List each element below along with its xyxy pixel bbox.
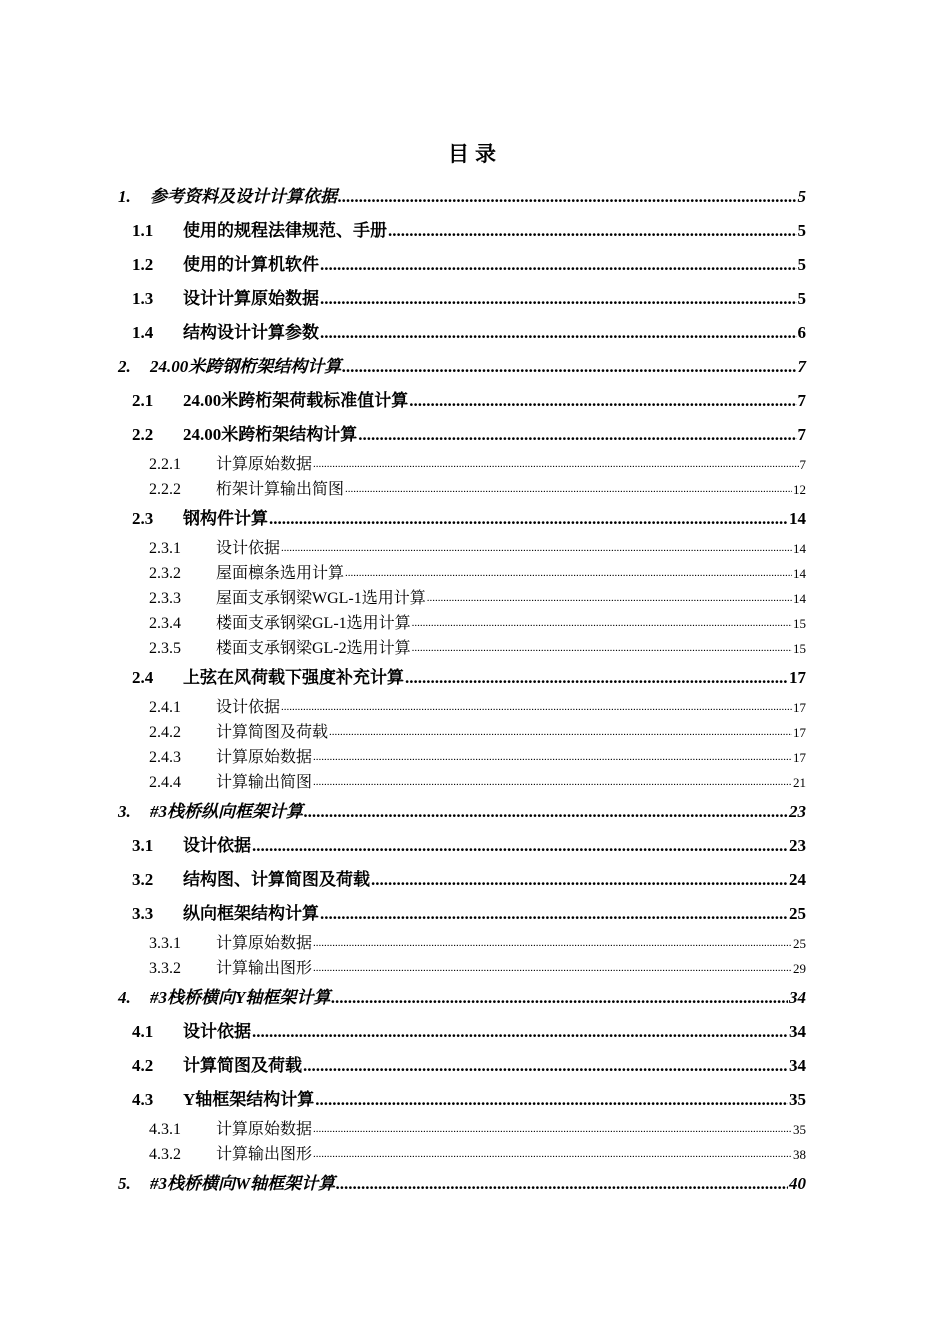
toc-entry-title: 设计依据 (183, 1022, 251, 1041)
toc-entry-title: 计算简图及荷载 (183, 1056, 302, 1075)
toc-entry-page: 38 (793, 1147, 806, 1162)
toc-entry-page: 7 (797, 391, 806, 410)
toc-entry-number: 2.3.2 (149, 565, 181, 582)
toc-entry-title: 使用的规程法律规范、手册 (183, 221, 387, 240)
toc-entry-number: 3.3 (132, 904, 154, 923)
toc-entry-title: 楼面支承钢梁GL-1选用计算 (216, 615, 411, 632)
toc-entry-title: 楼面支承钢梁GL-2选用计算 (216, 640, 411, 657)
toc-dot-leader (313, 956, 792, 981)
toc-entry-number: 3.3.2 (149, 960, 181, 977)
toc-dot-leader (313, 1142, 792, 1167)
toc-entry-level-3[interactable] (118, 745, 806, 770)
toc-entry-level-3[interactable] (118, 536, 806, 561)
toc-entry-number: 1.2 (132, 255, 154, 274)
toc-entry-number: 3.3.1 (149, 935, 181, 952)
toc-entry-number: 3.2 (132, 870, 154, 889)
toc-dot-leader (320, 316, 797, 350)
toc-entry-level-1[interactable] (118, 795, 806, 829)
toc-entry-title: 设计计算原始数据 (183, 289, 319, 308)
toc-entry-level-1[interactable] (118, 1167, 806, 1201)
toc-dot-leader (281, 695, 792, 720)
toc-dot-leader (336, 1167, 788, 1201)
toc-entry-title: 使用的计算机软件 (183, 255, 319, 274)
toc-entry-level-2[interactable] (118, 1015, 806, 1049)
toc-entry-title: 24.00米跨桁架结构计算 (183, 425, 358, 444)
toc-entry-number: 2.3.4 (149, 615, 181, 632)
toc-entry-title: Y轴框架结构计算 (183, 1090, 315, 1109)
toc-entry-level-2[interactable] (118, 418, 806, 452)
toc-entry-title: 设计依据 (183, 836, 251, 855)
toc-entry-level-2[interactable] (118, 502, 806, 536)
toc-entry-title: 计算原始数据 (216, 456, 313, 473)
toc-dot-leader (338, 180, 797, 214)
toc-entry-number: 2.4.4 (149, 774, 181, 791)
toc-entry-title: 桁架计算输出简图 (216, 481, 345, 498)
toc-entry-number: 2.3.5 (149, 640, 181, 657)
toc-dot-leader (320, 282, 797, 316)
toc-entry-title: 计算输出简图 (216, 774, 313, 791)
toc-entry-page: 40 (789, 1174, 806, 1193)
toc-entry-page: 34 (789, 988, 806, 1007)
toc-entry-level-2[interactable] (118, 316, 806, 350)
toc-dot-leader (412, 611, 792, 636)
toc-dot-leader (252, 1015, 788, 1049)
toc-dot-leader (345, 561, 792, 586)
toc-dot-leader (320, 248, 797, 282)
toc-entry-page: 35 (789, 1090, 806, 1109)
toc-entry-page: 25 (793, 936, 806, 951)
toc-dot-leader (331, 981, 788, 1015)
toc-entry-number: 4.1 (132, 1022, 154, 1041)
toc-entry-level-3[interactable] (118, 561, 806, 586)
toc-entry-page: 5 (797, 289, 806, 308)
toc-dot-leader (329, 720, 792, 745)
toc-entry-page: 7 (797, 425, 806, 444)
toc-entry-level-3[interactable] (118, 770, 806, 795)
toc-dot-leader (252, 829, 788, 863)
toc-entry-page: 29 (793, 961, 806, 976)
toc-entry-page: 14 (793, 591, 806, 606)
toc-entry-level-2[interactable] (118, 248, 806, 282)
toc-entry-page: 23 (789, 836, 806, 855)
toc-entry-page: 12 (793, 482, 806, 497)
toc-entry-level-2[interactable] (118, 214, 806, 248)
toc-entry-page: 17 (793, 700, 806, 715)
toc-entry-number: 5. (118, 1174, 131, 1193)
toc-entry-level-2[interactable] (118, 1049, 806, 1083)
toc-entry-page: 17 (793, 725, 806, 740)
toc-entry-title: #3栈桥纵向框架计算 (150, 802, 303, 821)
toc-dot-leader (313, 452, 798, 477)
toc-entry-page: 34 (789, 1022, 806, 1041)
toc-entry-number: 2.3 (132, 509, 154, 528)
toc-entry-page: 17 (789, 668, 806, 687)
toc-entry-title: 结构设计计算参数 (183, 323, 319, 342)
toc-entry-title: #3栈桥横向Y轴框架计算 (150, 988, 331, 1007)
toc-entry-title: 24.00米跨桁架荷载标准值计算 (183, 391, 409, 410)
toc-entry-title: 计算输出图形 (216, 1146, 313, 1163)
toc-dot-leader (269, 502, 788, 536)
toc-entry-title: 钢构件计算 (183, 509, 268, 528)
toc-entry-page: 15 (793, 641, 806, 656)
toc-entry-level-3[interactable] (118, 956, 806, 981)
toc-entry-page: 17 (793, 750, 806, 765)
toc-entry-number: 2.2.1 (149, 456, 181, 473)
toc-entry-number: 4.2 (132, 1056, 154, 1075)
toc-dot-leader (315, 1083, 788, 1117)
toc-entry-number: 1. (118, 187, 131, 206)
toc-dot-leader (388, 214, 797, 248)
toc-dot-leader (345, 477, 792, 502)
toc-entry-number: 2.4 (132, 668, 154, 687)
toc-entry-page: 7 (797, 357, 806, 376)
toc-entry-page: 5 (797, 255, 806, 274)
table-of-contents (118, 180, 806, 1201)
toc-entry-title: 计算原始数据 (216, 749, 313, 766)
toc-entry-page: 24 (789, 870, 806, 889)
toc-entry-level-3[interactable] (118, 611, 806, 636)
toc-entry-title: 结构图、计算简图及荷载 (183, 870, 370, 889)
toc-dot-leader (303, 1049, 788, 1083)
toc-entry-page: 5 (797, 221, 806, 240)
toc-entry-level-2[interactable] (118, 1083, 806, 1117)
toc-entry-title: 设计依据 (216, 540, 281, 557)
toc-entry-number: 2.2.2 (149, 481, 181, 498)
toc-entry-level-3[interactable] (118, 695, 806, 720)
toc-entry-number: 4.3.1 (149, 1121, 181, 1138)
toc-dot-leader (427, 586, 792, 611)
toc-entry-title: 上弦在风荷载下强度补充计算 (183, 668, 404, 687)
toc-entry-title: 屋面支承钢梁WGL-1选用计算 (216, 590, 426, 607)
toc-entry-number: 2. (118, 357, 131, 376)
toc-entry-page: 23 (789, 802, 806, 821)
toc-entry-title: 计算简图及荷载 (216, 724, 329, 741)
toc-entry-page: 14 (793, 566, 806, 581)
toc-entry-page: 15 (793, 616, 806, 631)
toc-dot-leader (342, 350, 796, 384)
toc-dot-leader (405, 661, 788, 695)
toc-dot-leader (313, 1117, 792, 1142)
toc-entry-number: 2.2 (132, 425, 154, 444)
toc-dot-leader (304, 795, 788, 829)
toc-entry-number: 4. (118, 988, 131, 1007)
toc-entry-level-3[interactable] (118, 1142, 806, 1167)
toc-entry-level-3[interactable] (118, 931, 806, 956)
toc-entry-page: 7 (799, 457, 806, 472)
toc-entry-number: 2.1 (132, 391, 154, 410)
toc-dot-leader (412, 636, 792, 661)
toc-entry-level-2[interactable] (118, 661, 806, 695)
toc-entry-level-2[interactable] (118, 384, 806, 418)
toc-dot-leader (371, 863, 788, 897)
toc-entry-level-3[interactable] (118, 636, 806, 661)
toc-entry-number: 4.3.2 (149, 1146, 181, 1163)
toc-dot-leader (409, 384, 796, 418)
toc-entry-number: 4.3 (132, 1090, 154, 1109)
toc-entry-title: 纵向框架结构计算 (183, 904, 319, 923)
toc-entry-level-2[interactable] (118, 829, 806, 863)
toc-entry-level-2[interactable] (118, 282, 806, 316)
toc-entry-number: 2.3.3 (149, 590, 181, 607)
toc-dot-leader (320, 897, 788, 931)
toc-entry-level-2[interactable] (118, 897, 806, 931)
toc-entry-page: 14 (789, 509, 806, 528)
toc-entry-level-3[interactable] (118, 1117, 806, 1142)
toc-entry-number: 2.3.1 (149, 540, 181, 557)
toc-entry-number: 3. (118, 802, 131, 821)
toc-entry-page: 25 (789, 904, 806, 923)
toc-entry-level-1[interactable] (118, 981, 806, 1015)
toc-entry-page: 34 (789, 1056, 806, 1075)
toc-entry-title: 设计依据 (216, 699, 281, 716)
toc-entry-title: 计算原始数据 (216, 935, 313, 952)
toc-dot-leader (313, 931, 792, 956)
toc-entry-title: 计算输出图形 (216, 960, 313, 977)
toc-entry-number: 1.1 (132, 221, 154, 240)
toc-entry-number: 3.1 (132, 836, 154, 855)
toc-entry-title: 参考资料及设计计算依据 (150, 187, 337, 206)
toc-entry-level-1[interactable] (118, 180, 806, 214)
toc-dot-leader (281, 536, 792, 561)
toc-entry-number: 1.4 (132, 323, 154, 342)
toc-entry-number: 1.3 (132, 289, 154, 308)
toc-entry-title: 24.00米跨钢桁架结构计算 (150, 357, 342, 376)
toc-entry-page: 5 (797, 187, 806, 206)
toc-entry-page: 21 (793, 775, 806, 790)
toc-entry-level-3[interactable] (118, 720, 806, 745)
toc-dot-leader (313, 745, 792, 770)
toc-dot-leader (313, 770, 792, 795)
toc-entry-page: 6 (797, 323, 806, 342)
toc-entry-page: 14 (793, 541, 806, 556)
toc-entry-level-2[interactable] (118, 863, 806, 897)
toc-entry-number: 2.4.2 (149, 724, 181, 741)
toc-title: 目录 (448, 142, 502, 166)
toc-entry-level-3[interactable] (118, 477, 806, 502)
toc-entry-title: 计算原始数据 (216, 1121, 313, 1138)
toc-entry-page: 35 (793, 1122, 806, 1137)
toc-entry-number: 2.4.3 (149, 749, 181, 766)
toc-entry-level-3[interactable] (118, 586, 806, 611)
toc-entry-title: #3栈桥横向W轴框架计算 (150, 1174, 336, 1193)
toc-entry-title: 屋面檩条选用计算 (216, 565, 345, 582)
toc-entry-level-3[interactable] (118, 452, 806, 477)
toc-entry-level-1[interactable] (118, 350, 806, 384)
toc-dot-leader (358, 418, 796, 452)
toc-entry-number: 2.4.1 (149, 699, 181, 716)
